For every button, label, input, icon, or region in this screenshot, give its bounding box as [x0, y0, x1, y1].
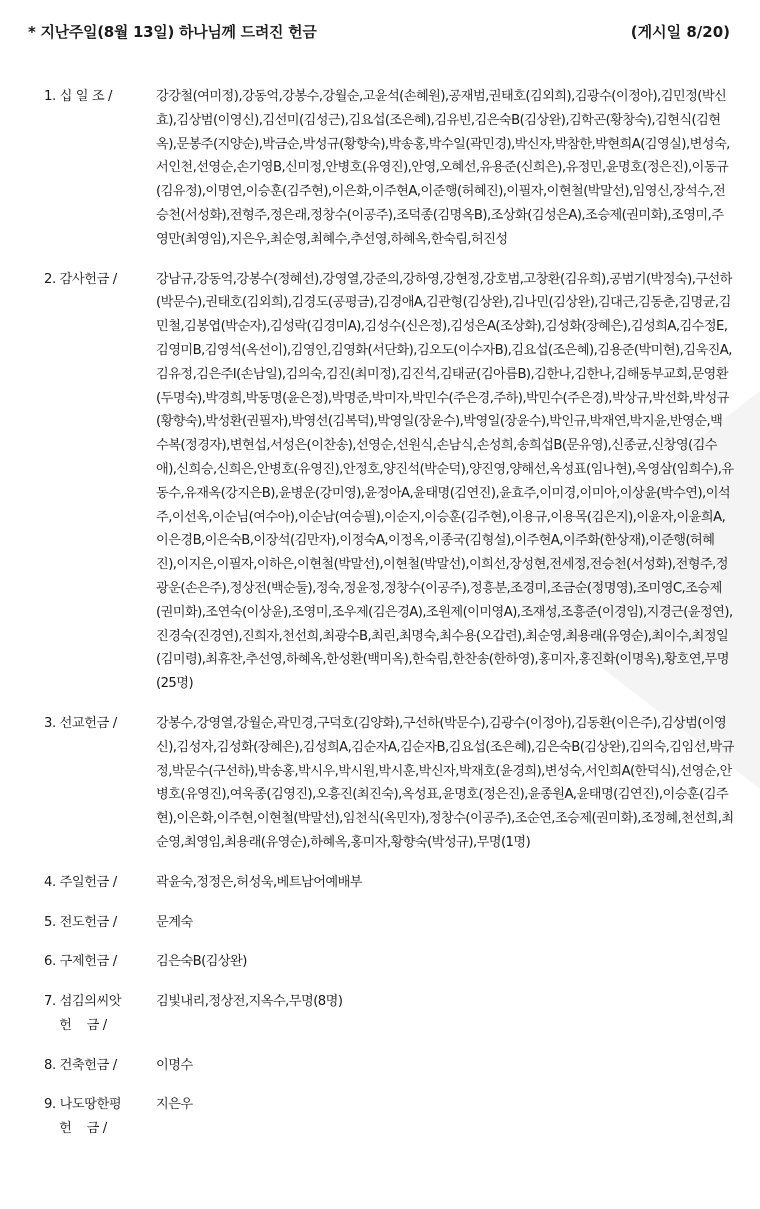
offering-item-sunday [44, 871, 734, 895]
offering-list [44, 85, 734, 1157]
offering-item-thanksgiving [44, 268, 734, 696]
item-names: 문계숙 [156, 914, 193, 930]
item-label: 1. 십 일 조 / [44, 89, 113, 104]
offering-item-mission [44, 712, 734, 855]
posted-date: (게시일 8/20) [630, 22, 730, 41]
item-names: 지은우 [156, 1097, 193, 1113]
page-header [28, 18, 730, 44]
item-label: 7. 섬김의씨앗 헌 금 / [44, 994, 122, 1033]
item-names: 이명수 [156, 1057, 193, 1073]
offering-item-building [44, 1054, 734, 1078]
item-label: 6. 구제헌금 / [44, 954, 117, 970]
item-label: 3. 선교헌금 / [44, 715, 117, 731]
item-label: 9. 나도땅한평 헌 금 / [44, 1097, 122, 1137]
offering-item-service-seed [44, 990, 734, 1038]
offering-item-relief [44, 950, 734, 974]
offering-item-land [44, 1093, 734, 1141]
item-names: 곽윤숙,정정은,허성욱,베트남어예배부 [156, 874, 362, 890]
offering-item-evangelism [44, 911, 734, 935]
item-names: 김빛내리,정상전,지옥수,무명(8명) [156, 994, 343, 1010]
item-names: 강봉수,강영열,강월순,곽민경,구덕호(김양화),구선하(박문수),김광수(이정아),김동환(이은주),김상범(이영신),김성자,김성화(장혜은),김성희A,김순자A,김순자B,김요섭(조은혜),김은숙B(김상완),김의숙,김임선,박규정,박문수(구선하),박송홍,박시우,박시원,박시훈,박신자,박재호(윤경희),변성숙,서인희A(한덕식),선영순,안병호(유영진),여욱종(김영진),오흥진(최진숙),옥성표,윤명호(정은진),윤종원A,윤태명(김연진),이승훈(김주현),이은화,이주현,이현철(박말선),임천식(옥민자),정창수(이공주),조순연,조승제(권미화),조정혜,천선희,최순영,최영임,최용래(유영순),하혜옥,홍미자,황향숙(박성규),무명(1명) [156, 715, 734, 850]
item-label: 4. 주일헌금 / [44, 874, 117, 890]
item-names: 김은숙B(김상완) [156, 954, 247, 970]
item-names: 강강철(여미정),강동억,강봉수,강월순,고윤석(손혜원),공재범,권태호(김외희),김광수(이정아),김민정(박신효),김상범(이영신),김선미(김성근),김요섭(조은혜),김유빈,김은숙B(김상완),김학곤(황창숙),김현식(김현옥),문봉주(지양순),박금순,박성규(황향숙),박송홍,박수일(곽민경),박신자,박참한,박현희A(김영실),변성숙,서인천,선영순,손기영B,신미정,안병호(유영진),안영,오혜선,유용준(신희은),유정민,윤명호(정은진),이동규(김유정),이명연,이승훈(김주현),이은화,이주현A,이준행(허혜진),이필자,이현철(박말선),임영신,장석수,전승천(서성화),전형주,정은래,정창수(이공주),조덕종(김명옥B),조상화(김성은A),조승제(권미화),조영미,주영만(최영임),지은우,최순영,최혜수,추선영,하혜옥,한숙림,허진성 [156, 89, 730, 247]
item-label: 5. 전도헌금 / [44, 914, 117, 930]
offering-item-tithe [44, 85, 734, 252]
page-title: * 지난주일(8월 13일) 하나님께 드려진 헌금 [28, 22, 317, 41]
item-label: 8. 건축헌금 / [44, 1057, 117, 1073]
item-names: 강남규,강동억,강봉수(정혜선),강영열,강준의,강하영,강현정,강호범,고창환(김유희),공범기(박정숙),구선하(박문수),권태호(김외희),김경도(공평금),김경애A,김관형(김상완),김나민(김상완),김대근,김동춘,김명균,김민철,김봉엽(박순자),김성락(김경미A),김성수(신은정),김성은A(조상화),김성화(장혜은),김성희A,김수정E,김영미B,김영석(옥선이),김영인,김영화(서단화),김오도(이수자B),김요섭(조은혜),김용준(박미현),김욱진A,김유정,김은주I(손남일),김의숙,김진(최미정),김진석,김태균(김아름B),김한나,김한나,김해동부교회,문영환(두명숙),박경희,박동명(윤은정),박명준,박미자,박민수(주은경,주하),박민수(주은경),박상규,박선화,박성규(황향숙),박성환(권필자),박영선(김복덕),박영일(장윤수),박영일(장윤수),박인규,박재연,박지윤,반영순,백수복(정경자),변현섭,서성은(이찬송),선영순,선원식,손남식,손성희,송희섭B(문유영),신종균,신창영(김수애),신희승,신희은,안병호(유영진),안정호,양진석(박순덕),양진영,양해선,옥성표(임나현),옥영삼(임희수),유동수,유재옥(강지은B),윤병운(강미영),윤정아A,윤태명(김연진),윤효주,이미경,이미아,이상윤(박수연),이석주,이선옥,이순님(여수아),이순남(여승필),이순지,이승훈(김주현),이용규,이용목(김은지),이윤자,이윤희A,이은경B,이은숙B,이장석(김만자),이정숙A,이정옥,이종국(김형설),이주현A,이주화(한상재),이준행(허혜진),이지은,이필자,이하은,이현철(박말선),이현철(박말선),이희선,장성현,전세정,전승천(서성화),전형주,정광운(손은주),정상전(백순둘),정숙,정윤정,정창수(이공주),정흥분,조경미,조금순(정명영),조미영C,조승제(권미화),조연숙(이상윤),조영미,조우제(김은경A),조원제(이미영A),조재성,조흥준(이경임),지경근(윤정연),진경숙(진경연),진희자,천선희,최광수B,최린,최명숙,최수용(오갑련),최순영,최용래(유영순),최이수,최정일(김미령),최휴찬,추선영,하혜옥,한성환(백미옥),한숙림,한찬송(한하영),홍미자,홍진화(이명옥),황호연,무명(25명) [156, 271, 734, 692]
item-label: 2. 감사헌금 / [44, 271, 117, 287]
